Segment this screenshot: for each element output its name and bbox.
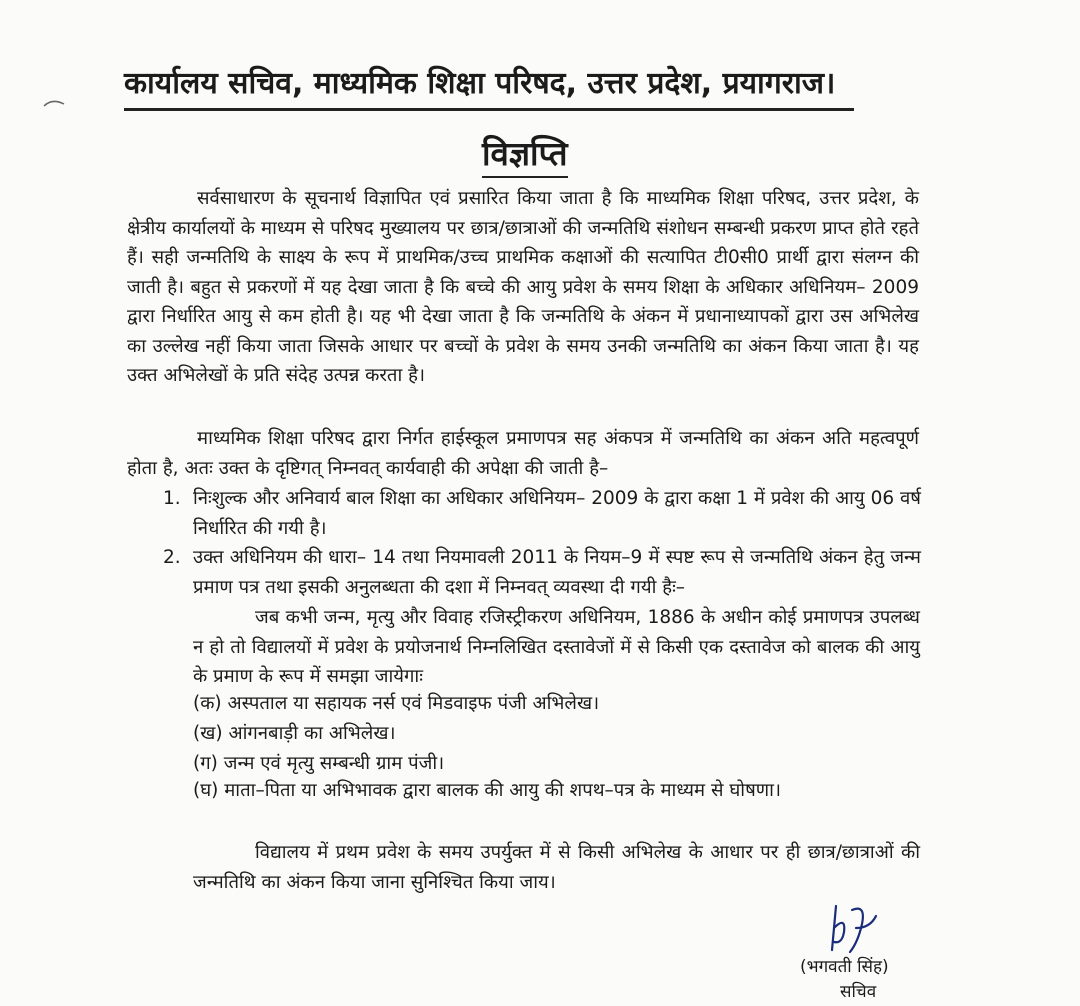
paragraph-instruction: विद्यालय में प्रथम प्रवेश के समय उपर्युक्त में से किसी अभिलेख के आधार पर ही छात्र/छात्राओं की जन्मतिथि का अंकन किया जाना सुनिश्चित किया जाय। [193, 842, 920, 893]
page-edge-mark [42, 96, 66, 108]
signer-designation: सचिव [840, 982, 877, 1002]
list-item [163, 543, 921, 602]
list-text: उक्त अधिनियम की धारा– 14 तथा नियमावली 2011 के नियम–9 में स्पष्ट रूप से जन्मतिथि अंकन हेतु जन्म प्रमाण पत्र तथा इसकी अनुलब्धता की दशा में निम्नवत् व्यवस्था दी गयी हैः– [193, 547, 921, 598]
notice-title: विज्ञप्ति [482, 132, 568, 178]
list-text: निःशुल्क और अनिवार्य बाल शिक्षा का अधिकार अधिनियम– 2009 के द्वारा कक्षा 1 में प्रवेश की आयु 06 वर्ष निर्धारित की गयी है। [193, 488, 921, 539]
document-option-gha: (घ) माता–पिता या अभिभावक द्वारा बालक की आयु की शपथ–पत्र के माध्यम से घोषणा। [193, 780, 781, 801]
signature-mark [822, 898, 882, 958]
paragraph-requirement: माध्यमिक शिक्षा परिषद द्वारा निर्गत हाईस्कूल प्रमाणपत्र सह अंकपत्र में जन्मतिथि का अंकन अति महत्वपूर्ण होता है, अतः उक्त के दृष्टिगत् निम्नवत् कार्यवाही की अपेक्षा की जाती है– [127, 428, 919, 479]
list-number: 1. [163, 488, 181, 509]
document-option-ga: (ग) जन्म एवं मृत्यु सम्बन्धी ग्राम पंजी। [193, 753, 445, 774]
office-header: कार्यालय सचिव, माध्यमिक शिक्षा परिषद, उत्तर प्रदेश, प्रयागराज। [124, 62, 854, 111]
paragraph-intro: सर्वसाधारण के सूचनार्थ विज्ञापित एवं प्रसारित किया जाता है कि माध्यमिक शिक्षा परिषद, उत्तर प्रदेश, के क्षेत्रीय कार्यालयों के माध्यम से परिषद मुख्यालय पर छात्र/छात्राओं की जन्मतिथि संशोधन सम्बन्धी प्रकरण प्राप्त होते रहते हैं। सही जन्मतिथि के साक्ष्य के रूप में प्राथमिक/उच्च प्राथमिक कक्षाओं की सत्यापित टी0सी0 प्रार्थी द्वारा संलग्न की जाती है। बहुत से प्रकरणों में यह देखा जाता है कि बच्चे की आयु प्रवेश के समय शिक्षा के अधिकार अधिनियम– 2009 द्वारा निर्धारित आयु से कम होती है। यह भी देखा जाता है कि जन्मतिथि के अंकन में प्रधानाध्यापकों द्वारा उस अभिलेख का उल्लेख नहीं किया जाता जिसके आधार पर बच्चों के प्रवेश के समय उनकी जन्मतिथि का अंकन किया जाता है। यह उक्त अभिलेखों के प्रति संदेह उत्पन्न करता है। [127, 188, 919, 386]
list-number: 2. [163, 547, 181, 568]
document-option-ka: (क) अस्पताल या सहायक नर्स एवं मिडवाइफ पंजी अभिलेख। [193, 693, 600, 714]
list-item [163, 484, 921, 543]
document-option-kha: (ख) आंगनबाड़ी का अभिलेख। [193, 723, 396, 744]
paragraph-alternatives: जब कभी जन्म, मृत्यु और विवाह रजिस्ट्रीकरण अधिनियम, 1886 के अधीन कोई प्रमाणपत्र उपलब्ध न हो तो विद्यालयों में प्रवेश के प्रयोजनार्थ निम्नलिखित दस्तावेजों में से किसी एक दस्तावेज को बालक की आयु के प्रमाण के रूप में समझा जायेगाः [193, 607, 920, 687]
signer-name: (भगवती सिंह) [800, 957, 889, 977]
